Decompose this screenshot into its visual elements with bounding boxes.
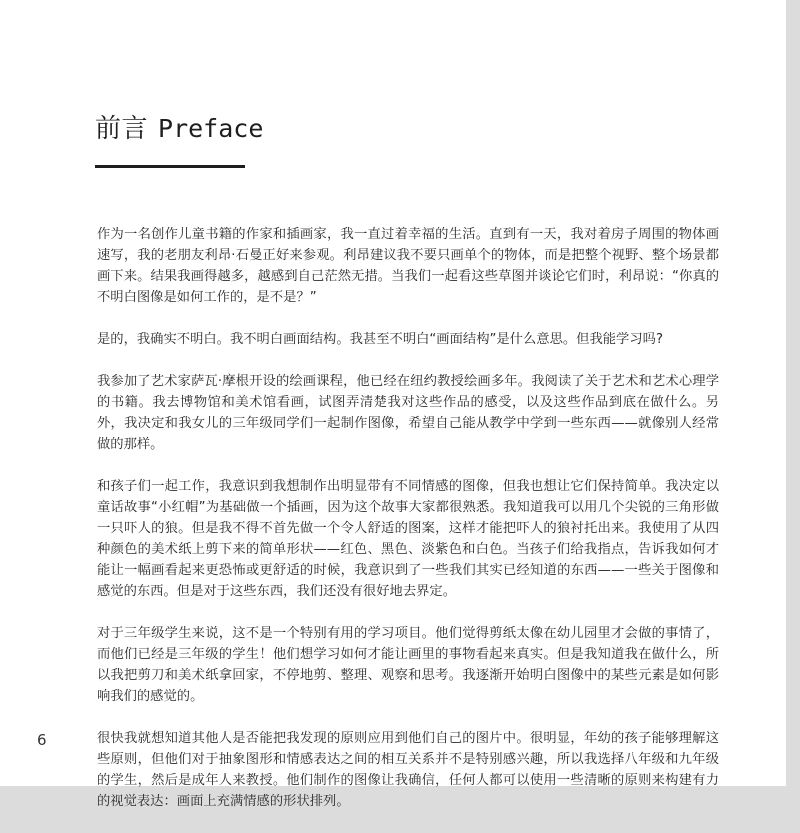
page-number: 6 (37, 731, 47, 749)
paragraph: 对于三年级学生来说，这不是一个特别有用的学习项目。他们觉得剪纸太像在幼儿园里才会做的事情了，而他们已经是三年级的学生！他们想学习如何才能让画里的事物看起来真实。但是我知道我在做什么，所以我把剪刀和美术纸拿回家，不停地剪、整理、观察和思考。我逐渐开始明白图像中的某些元素是如何影响我们的感觉的。 (97, 626, 719, 704)
page-title (95, 108, 263, 145)
page-title-english: Preface (158, 114, 264, 143)
title-underline (95, 165, 245, 168)
preface-body (97, 224, 719, 833)
paragraph: 我参加了艺术家萨瓦·摩根开设的绘画课程，他已经在纽约教授绘画多年。我阅读了关于艺术和艺术心理学的书籍。我去博物馆和美术馆看画，试图弄清楚我对这些作品的感受，以及这些作品到底在做什么。另外，我决定和我女儿的三年级同学们一起制作图像，希望自己能从教学中学到一些东西——就像别人经常做的那样。 (97, 374, 719, 452)
paragraph: 和孩子们一起工作，我意识到我想制作出明显带有不同情感的图像，但我也想让它们保持简单。我决定以童话故事“小红帽”为基础做一个插画，因为这个故事大家都很熟悉。我知道我可以用几个尖锐的三角形做一只吓人的狼。但是我不得不首先做一个令人舒适的图案，这样才能把吓人的狼衬托出来。我使用了从四种颜色的美术纸上剪下来的简单形状——红色、黑色、淡紫色和白色。当孩子们给我指点，告诉我如何才能让一幅画看起来更恐怖或更舒适的时候，我意识到了一些我们其实已经知道的东西——一些关于图像和感觉的东西。但是对于这些东西，我们还没有很好地去界定。 (97, 479, 719, 599)
paragraph: 是的，我确实不明白。我不明白画面结构。我甚至不明白“画面结构”是什么意思。但我能学习吗? (97, 332, 664, 347)
paragraph: 很快我就想知道其他人是否能把我发现的原则应用到他们自己的图片中。很明显，年幼的孩子能够理解这些原则，但他们对于抽象图形和情感表达之间的相互关系并不是特别感兴趣，所以我选择八年级和九年级的学生，然后是成年人来教授。他们制作的图像让我确信，任何人都可以使用一些清晰的原则来构建有力的视觉表达：画面上充满情感的形状排列。 (97, 731, 719, 809)
paragraph: 作为一名创作儿童书籍的作家和插画家，我一直过着幸福的生活。直到有一天，我对着房子周围的物体画速写，我的老朋友利昂·石曼正好来参观。利昂建议我不要只画单个的物体，而是把整个视野、整个场景都画下来。结果我画得越多，越感到自己茫然无措。当我们一起看这些草图并谈论它们时，利昂说：“你真的不明白图像是如何工作的，是不是？” (97, 227, 719, 305)
page-title-chinese: 前言 (95, 114, 149, 144)
